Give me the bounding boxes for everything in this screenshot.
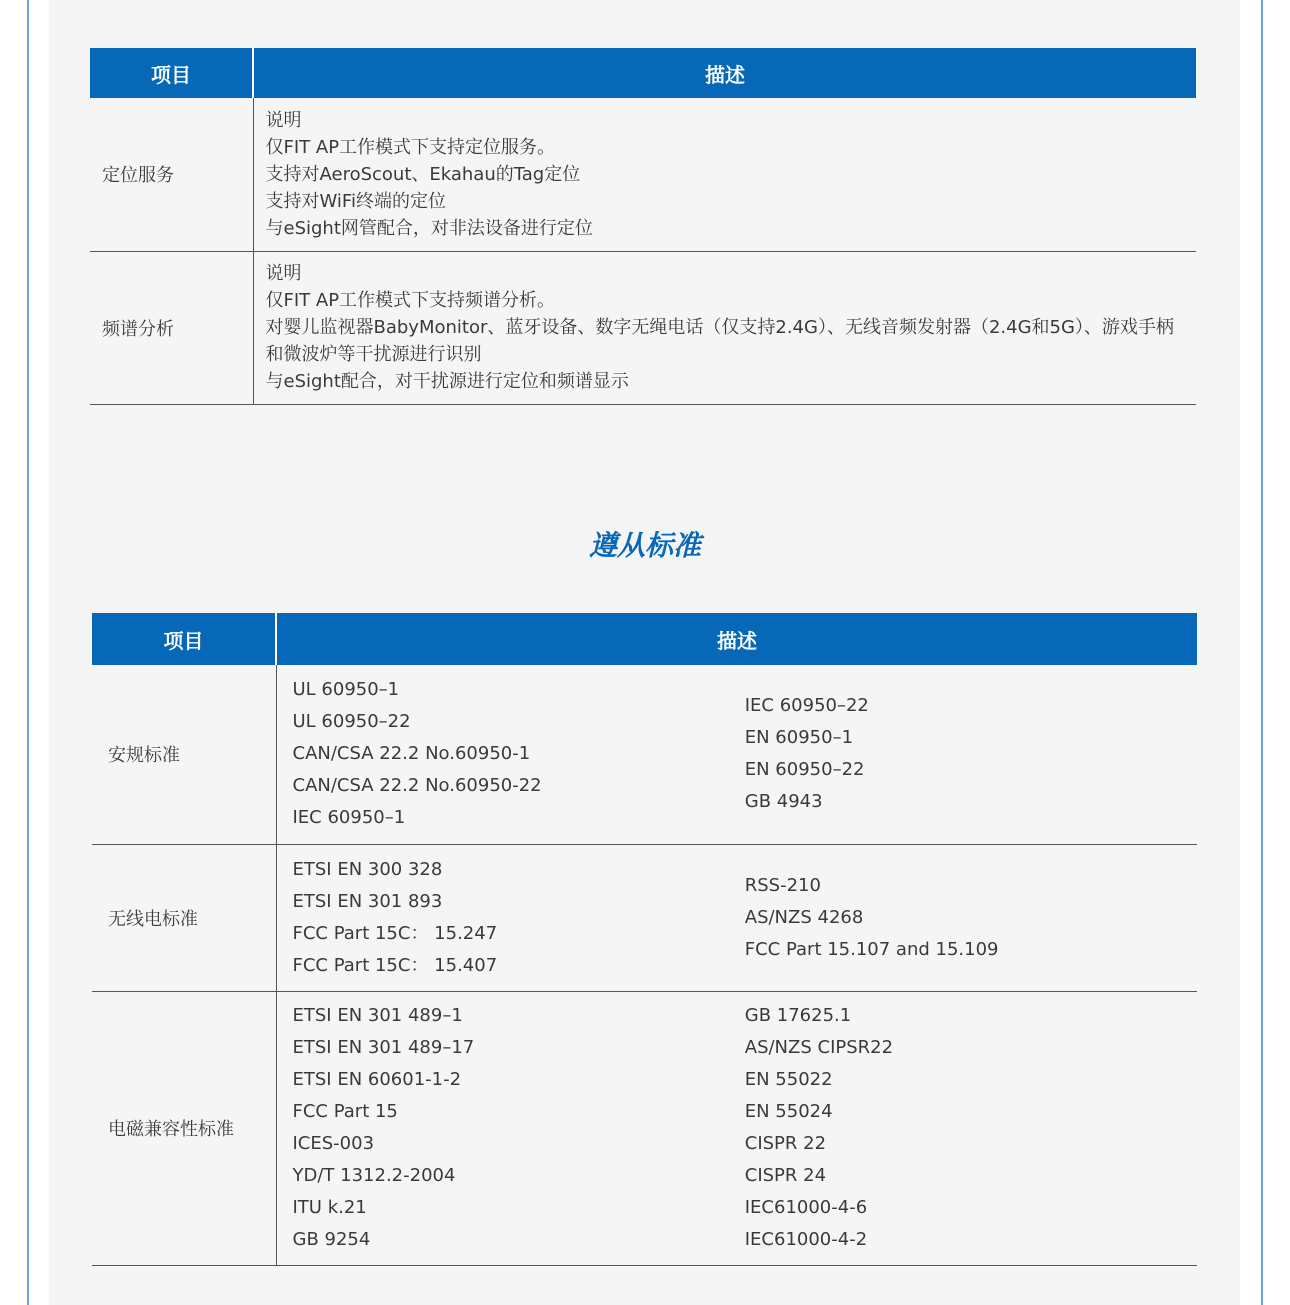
- desc-line: 支持对WiFi终端的定位: [265, 190, 446, 212]
- standard-entry: CISPR 22: [744, 1133, 827, 1154]
- row-item-spectrum: 频谱分析: [90, 251, 253, 404]
- standard-entry: ETSI EN 301 489–17: [292, 1037, 475, 1058]
- desc-line: 与eSight配合，对干扰源进行定位和频谱显示: [265, 371, 629, 392]
- desc-line: 支持对AeroScout、Ekahau的Tag定位: [265, 163, 581, 185]
- standard-entry: IEC61000-4-2: [744, 1229, 868, 1250]
- row-description: [276, 844, 1197, 991]
- table-row: [90, 251, 1196, 404]
- standard-entry: IEC 60950–22: [744, 695, 869, 717]
- standard-entry: GB 17625.1: [744, 1005, 852, 1026]
- standards-left-column: [293, 854, 745, 982]
- right-frame: [1261, 0, 1290, 1305]
- standard-entry: ETSI EN 300 328: [292, 858, 443, 880]
- header-description: 描述: [253, 48, 1196, 98]
- standard-entry: ETSI EN 301 489–1: [292, 1005, 463, 1026]
- header-item: 项目: [92, 613, 276, 665]
- row-item-location: 定位服务: [90, 98, 253, 251]
- standard-entry: FCC Part 15.107 and 15.109: [744, 938, 999, 960]
- standard-entry: EN 60950–22: [744, 759, 865, 781]
- feature-table: [90, 48, 1196, 405]
- left-frame: [0, 0, 29, 1305]
- desc-line: 说明: [265, 109, 302, 131]
- desc-line: 对婴儿监视器BabyMonitor、蓝牙设备、数字无绳电话（仅支持2.4G）、无线音频发射器（2.4G和5G）、游戏手柄和微波炉等干扰源进行识别: [265, 317, 1174, 365]
- section-title: 遵从标准: [588, 529, 701, 562]
- standard-entry: ETSI EN 60601-1-2: [292, 1069, 462, 1090]
- table-header: [90, 48, 1196, 98]
- standard-entry: GB 9254: [292, 1229, 371, 1250]
- standard-entry: IEC 60950–1: [292, 807, 406, 829]
- table-row: [92, 665, 1197, 844]
- standard-entry: FCC Part 15C： 15.407: [292, 954, 498, 976]
- standards-right-column: [745, 1000, 1197, 1256]
- table-row: [90, 98, 1196, 251]
- standard-entry: IEC61000-4-6: [744, 1197, 868, 1218]
- standards-left-column: [293, 1000, 745, 1256]
- row-description: [253, 251, 1196, 404]
- table-header: [92, 613, 1197, 665]
- standard-entry: FCC Part 15: [292, 1101, 398, 1122]
- standards-right-column: [745, 690, 1197, 818]
- standard-entry: ICES-003: [292, 1133, 375, 1154]
- standard-entry: ETSI EN 301 893: [292, 890, 443, 912]
- row-item-emc: 电磁兼容性标准: [92, 991, 276, 1265]
- standard-entry: FCC Part 15C： 15.247: [292, 922, 498, 944]
- row-description: [253, 98, 1196, 251]
- row-description: [276, 991, 1197, 1265]
- standard-entry: UL 60950–22: [292, 711, 411, 733]
- standard-entry: CAN/CSA 22.2 No.60950-1: [292, 743, 531, 765]
- standard-entry: UL 60950–1: [292, 679, 400, 701]
- desc-line: 仅FIT AP工作模式下支持定位服务。: [265, 136, 556, 158]
- standard-entry: AS/NZS 4268: [744, 906, 864, 928]
- standards-left-column: [293, 674, 745, 834]
- desc-line: 与eSight网管配合，对非法设备进行定位: [265, 217, 593, 239]
- standard-entry: EN 60950–1: [744, 727, 854, 749]
- standard-entry: CAN/CSA 22.2 No.60950-22: [292, 775, 542, 797]
- standards-right-column: [745, 870, 1197, 966]
- table-row: [92, 844, 1197, 991]
- standards-table: [92, 613, 1197, 1266]
- standard-entry: EN 55024: [744, 1101, 833, 1122]
- header-description: 描述: [276, 613, 1197, 665]
- standard-entry: GB 4943: [744, 791, 823, 813]
- row-description: [276, 665, 1197, 844]
- standard-entry: YD/T 1312.2-2004: [292, 1165, 456, 1186]
- standard-entry: CISPR 24: [744, 1165, 827, 1186]
- standard-entry: RSS-210: [744, 874, 821, 896]
- row-item-safety: 安规标准: [92, 665, 276, 844]
- desc-line: 说明: [265, 263, 302, 284]
- standard-entry: ITU k.21: [292, 1197, 367, 1218]
- row-item-radio: 无线电标准: [92, 844, 276, 991]
- standard-entry: AS/NZS CIPSR22: [744, 1037, 894, 1058]
- standard-entry: EN 55022: [744, 1069, 833, 1090]
- header-item: 项目: [90, 48, 253, 98]
- desc-line: 仅FIT AP工作模式下支持频谱分析。: [265, 290, 556, 311]
- table-row: [92, 991, 1197, 1265]
